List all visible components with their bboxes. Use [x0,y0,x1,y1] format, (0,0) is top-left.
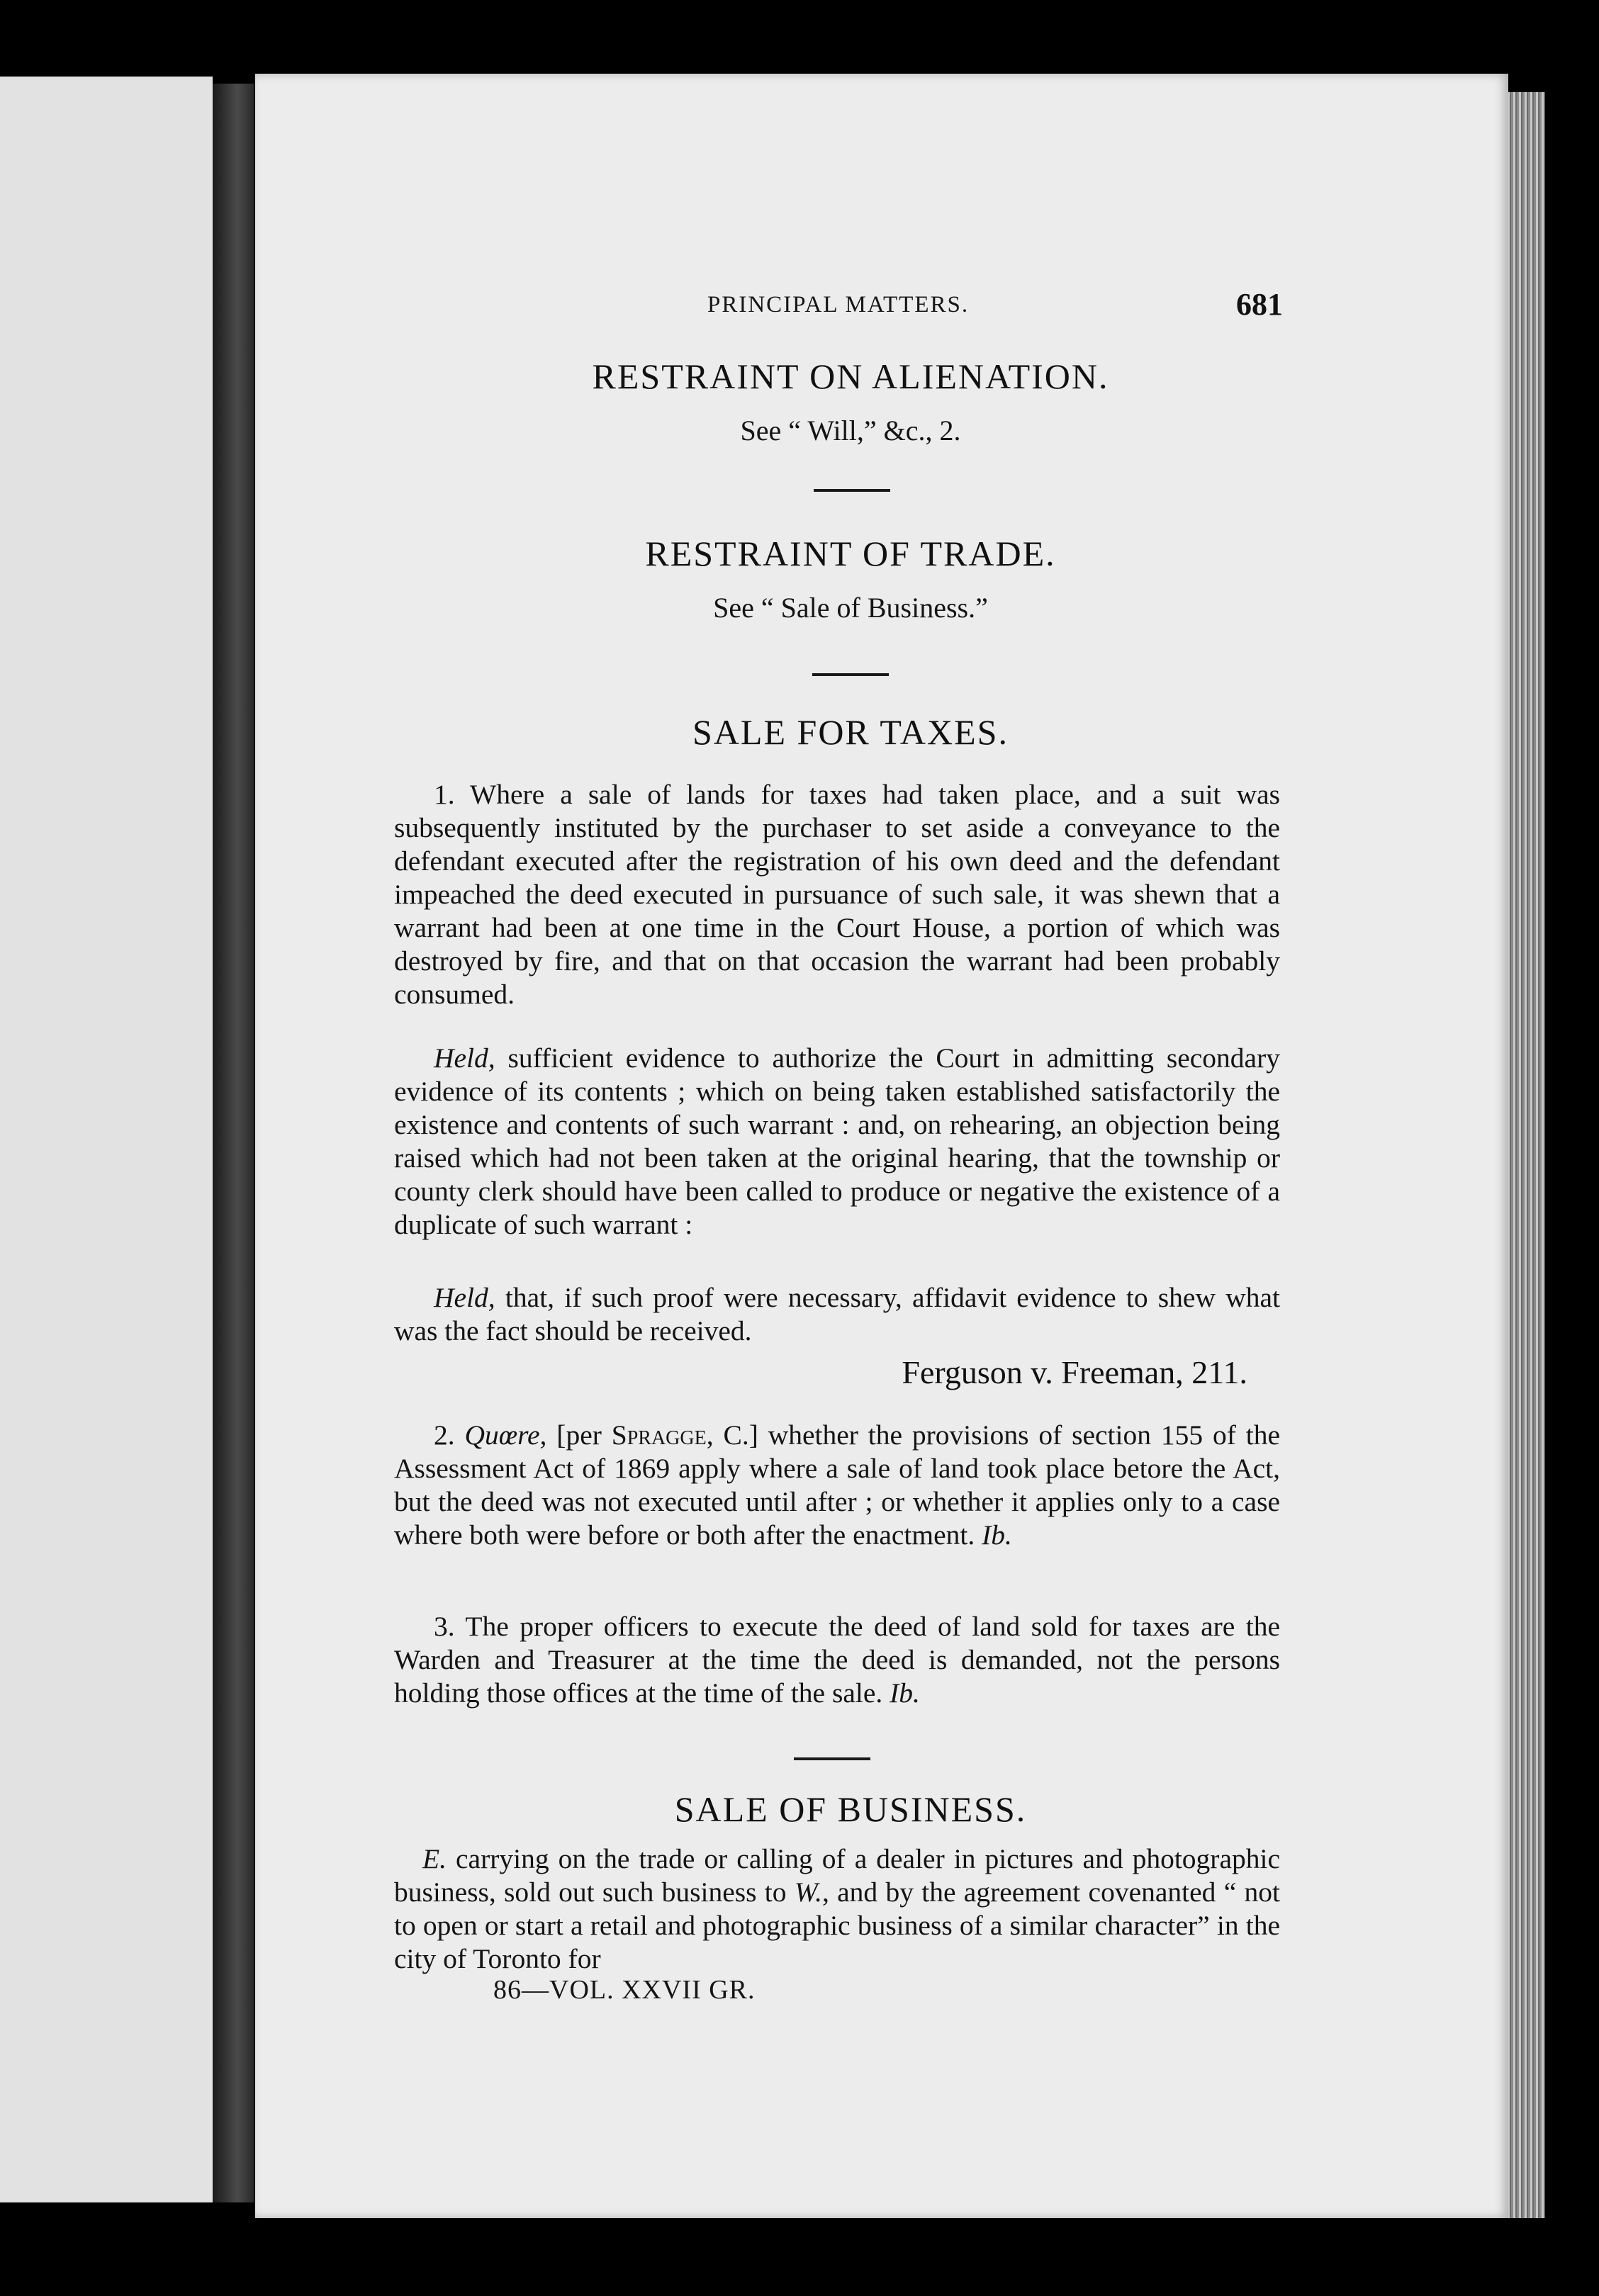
section-divider [794,1757,870,1760]
see-reference: See “ Will,” &c., 2. [740,415,961,446]
page-number: 681 [1236,287,1283,322]
paragraph-text: C.] whether the provisions of section 155 of the Assessment Act of 1869 apply where a sale of land took place betore the Act, but the deed was not executed until after ; or whether it applies only to a case where both were before or both after the enactment. [394,1419,1280,1551]
held-lead: Held, [434,1042,495,1074]
section-divider [814,489,890,492]
held-paragraph-2 [394,1281,1280,1348]
paragraph-2 [394,1419,1280,1552]
see-reference: See “ Sale of Business.” [713,592,988,624]
paragraph-text: 3. The proper officers to execute the deed of land sold for taxes are the Warden and Treasurer at the time the deed is demanded, not the persons holding those offices at the time of the sale. [394,1611,1280,1709]
held-text: sufficient evidence to authorize the Court in admitting secondary evidence of its contents ; which on being taken established satisfactorily the existence and contents of such warrant : and, on rehearing, an objection being raised which had not been taken at the original hearing, that the township or county clerk should have been called to produce or negative the existence of a duplicate of such warrant : [394,1042,1280,1240]
section-heading-restraint-on-alienation: RESTRAINT ON ALIENATION. [592,356,1109,396]
paragraph-text: [per [546,1419,612,1451]
paragraph-1 [394,778,1280,1011]
case-citation: Ferguson v. Freeman, 211. [902,1354,1247,1390]
paragraph-3 [394,1610,1280,1710]
party-e: E. [422,1843,447,1874]
book-gutter [213,84,254,2202]
paragraph-text: 1. Where a sale of lands for taxes had taken place, and a suit was subsequently instituted by the purchaser to set aside a conveyance to the defendant executed after the registration of his own deed and the defendant impeached the deed executed in pursuance of such sale, it was shewn that a warrant had been at one time in the Court House, a portion of which was destroyed by fire, and that on that occasion the warrant had been probably consumed. [394,779,1280,1010]
ibid: Ib. [890,1677,920,1709]
judge-name: Spragge, [611,1419,714,1451]
paragraph-number: 2. [434,1419,465,1451]
section-heading-restraint-of-trade: RESTRAINT OF TRADE. [645,534,1056,573]
held-lead: Held, [434,1282,495,1313]
ibid: Ib. [982,1519,1012,1551]
party-w: W. [794,1876,822,1908]
section-heading-sale-for-taxes: SALE FOR TAXES. [692,712,1009,752]
section-heading-sale-of-business: SALE OF BUSINESS. [674,1789,1027,1829]
paragraph-text: , and by the agreement covenanted “ not to open or start a retail and photographic business of a similar character” in the city of Toronto for [394,1876,1280,1974]
running-head: PRINCIPAL MATTERS. [707,292,970,317]
signature-mark: 86—VOL. XXVII GR. [493,1975,756,2005]
held-paragraph-1 [394,1042,1280,1242]
facing-page [0,77,213,2202]
section-divider [812,673,889,676]
paragraph-text: carrying on the trade or calling of a dealer in pictures and photographic business, sold out such business to [394,1843,1280,1908]
quaere-lead: Quœre, [464,1419,547,1451]
held-text: that, if such proof were necessary, affidavit evidence to shew what was the fact should be received. [394,1282,1280,1346]
paragraph-sale-of-business [394,1842,1280,1976]
